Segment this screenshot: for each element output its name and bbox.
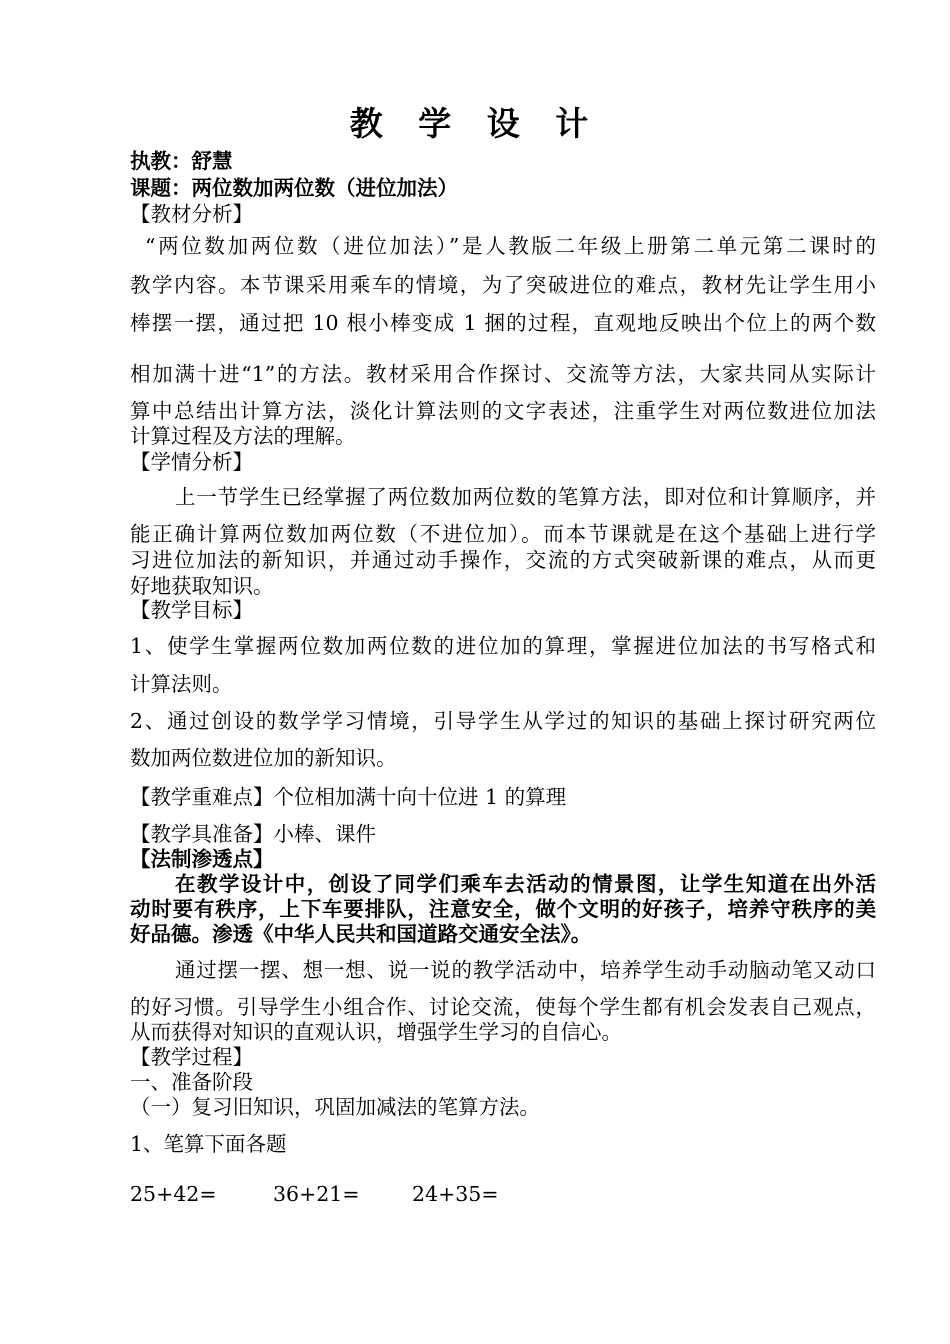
students-line: 上一节学生已经掌握了两位数加两位数的笔算方法，即对位和计算顺序，并 bbox=[175, 485, 876, 509]
tools-line: 【教学具准备】小棒、课件 bbox=[130, 822, 376, 846]
problem-item: 24+35= bbox=[412, 1182, 499, 1206]
law-line: 好品德。渗透《中华人民共和国道路交通安全法》。 bbox=[130, 922, 592, 946]
goals-heading: 【教学目标】 bbox=[130, 598, 253, 622]
teacher-line: 执教：舒慧 bbox=[130, 149, 233, 173]
material-line: 相加满十进“1”的方法。教材采用合作探讨、交流等方法，大家共同从实际计 bbox=[130, 362, 876, 386]
goals-line: 2、通过创设的数学学习情境，引导学生从学过的知识的基础上探讨研究两位 bbox=[130, 709, 876, 733]
law-line: 动时要有秩序，上下车要排队，注意安全，做个文明的好孩子，培养守秩序的美 bbox=[130, 897, 876, 921]
keypoints-line: 【教学重难点】个位相加满十向十位进 1 的算理 bbox=[130, 785, 567, 809]
material-line: “两位数加两位数（进位加法）”是人教版二年级上册第二单元第二课时的 bbox=[145, 234, 876, 258]
students-heading: 【学情分析】 bbox=[130, 450, 253, 474]
goals-line: 计算法则。 bbox=[130, 672, 233, 696]
law-extra-line: 从而获得对知识的直观认识，增强学生学习的自信心。 bbox=[130, 1020, 622, 1044]
process-sub: （一）复习旧知识，巩固加减法的笔算方法。 bbox=[130, 1095, 540, 1119]
law-extra-line: 的好习惯。引导学生小组合作、讨论交流，使每个学生都有机会发表自己观点， bbox=[130, 995, 876, 1019]
process-heading: 【教学过程】 bbox=[130, 1045, 253, 1069]
material-line: 教学内容。本节课采用乘车的情境，为了突破进位的难点，教材先让学生用小 bbox=[130, 273, 876, 297]
students-line: 习进位加法的新知识，并通过动手操作，交流的方式突破新课的难点，从而更 bbox=[130, 548, 876, 572]
problem-item: 36+21= bbox=[273, 1182, 360, 1206]
goals-line: 数加两位数进位加的新知识。 bbox=[130, 746, 397, 770]
material-line: 计算过程及方法的理解。 bbox=[130, 424, 356, 448]
material-line: 算中总结出计算方法，淡化计算法则的文字表述，注重学生对两位数进位加法 bbox=[130, 399, 876, 423]
topic-line: 课题：两位数加两位数（进位加法） bbox=[130, 176, 458, 200]
process-task: 1、笔算下面各题 bbox=[130, 1132, 287, 1156]
goals-line: 1、使学生掌握两位数加两位数的进位加的算理，掌握进位加法的书写格式和 bbox=[130, 634, 876, 658]
students-line: 好地获取知识。 bbox=[130, 574, 274, 598]
students-line: 能正确计算两位数加两位数（不进位加）。而本节课就是在这个基础上进行学 bbox=[130, 522, 876, 546]
material-line: 棒摆一摆，通过把 10 根小棒变成 1 捆的过程，直观地反映出个位上的两个数 bbox=[130, 311, 876, 335]
problem-item: 25+42= bbox=[130, 1182, 217, 1206]
law-extra-line: 通过摆一摆、想一想、说一说的教学活动中，培养学生动手动脑动笔又动口 bbox=[175, 958, 876, 982]
page-title: 教 学 设 计 bbox=[349, 104, 601, 143]
problem-row bbox=[130, 1181, 499, 1207]
law-heading: 【法制渗透点】 bbox=[130, 847, 274, 871]
material-heading: 【教材分析】 bbox=[130, 202, 253, 226]
law-line: 在教学设计中，创设了同学们乘车去活动的情景图，让学生知道在出外活 bbox=[175, 872, 876, 896]
process-stage: 一、准备阶段 bbox=[130, 1070, 253, 1094]
